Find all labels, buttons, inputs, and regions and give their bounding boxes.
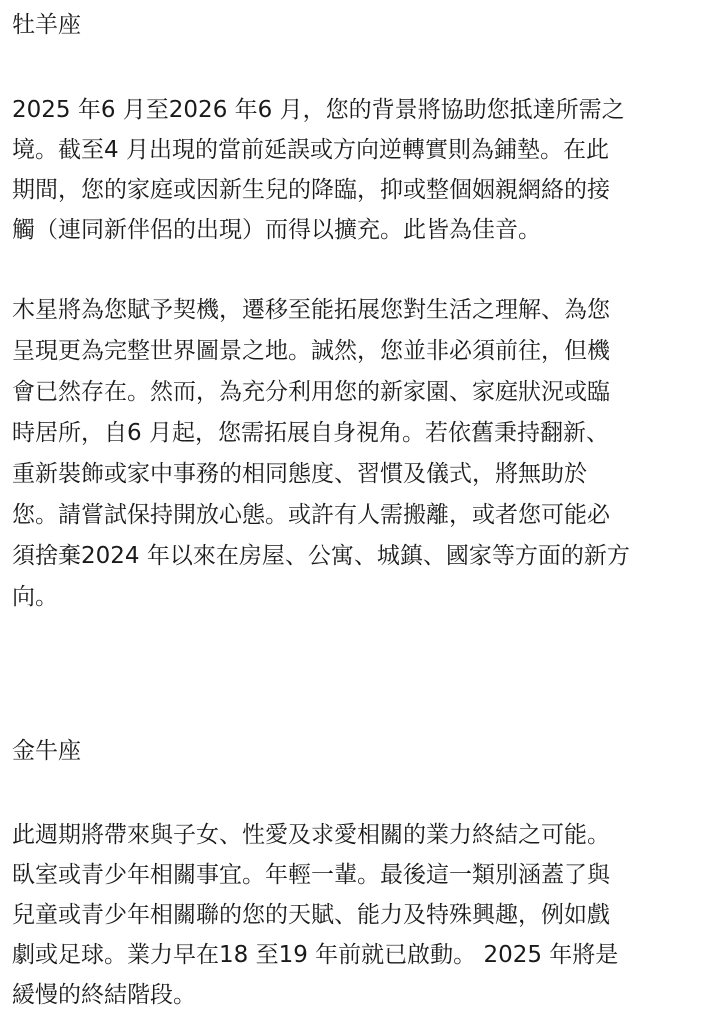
text-line: 向。 [12, 584, 58, 610]
text-line: 緩慢的終結階段。 [12, 982, 196, 1008]
aries-paragraph-1 [12, 90, 702, 250]
text-line: 境。截至4 月出現的當前延誤或方向逆轉實則為鋪墊。在此 [12, 137, 609, 163]
text-line: 2025 年6 月至2026 年6 月，您的背景將協助您抵達所需之 [12, 97, 625, 123]
taurus-paragraph-1 [12, 815, 702, 1015]
text-line: 您。請嘗試保持開放心態。或許有人需搬離，或者您可能必 [12, 502, 610, 528]
text-line: 呈現更為完整世界圖景之地。誠然，您並非必須前往，但機 [12, 338, 610, 364]
text-line: 期間，您的家庭或因新生兒的降臨，抑或整個姻親網絡的接 [12, 177, 610, 203]
section-heading-aries: 牡羊座 [12, 12, 81, 38]
text-line: 觸（連同新伴侶的出現）而得以擴充。此皆為佳音。 [12, 217, 541, 243]
text-line: 重新裝飾或家中事務的相同態度、習慣及儀式，將無助於 [12, 461, 587, 487]
text-line: 此週期將帶來與子女、性愛及求愛相關的業力終結之可能。 [12, 822, 610, 848]
text-line: 劇或足球。業力早在18 至19 年前就已啟動。 2025 年將是 [12, 942, 619, 968]
text-line: 木星將為您賦予契機，遷移至能拓展您對生活之理解、為您 [12, 297, 610, 323]
text-line: 時居所，自6 月起，您需拓展自身視角。若依舊秉持翻新、 [12, 420, 609, 446]
text-line: 臥室或青少年相關事宜。年輕一輩。最後這一類別涵蓋了與 [12, 862, 610, 888]
aries-paragraph-2 [12, 290, 702, 618]
text-line: 須捨棄2024 年以來在房屋、公寓、城鎮、國家等方面的新方 [12, 543, 630, 569]
text-line: 兒童或青少年相關聯的您的天賦、能力及特殊興趣，例如戲 [12, 902, 610, 928]
text-line: 會已然存在。然而，為充分利用您的新家園、家庭狀況或臨 [12, 379, 610, 405]
section-heading-taurus: 金牛座 [12, 738, 81, 764]
